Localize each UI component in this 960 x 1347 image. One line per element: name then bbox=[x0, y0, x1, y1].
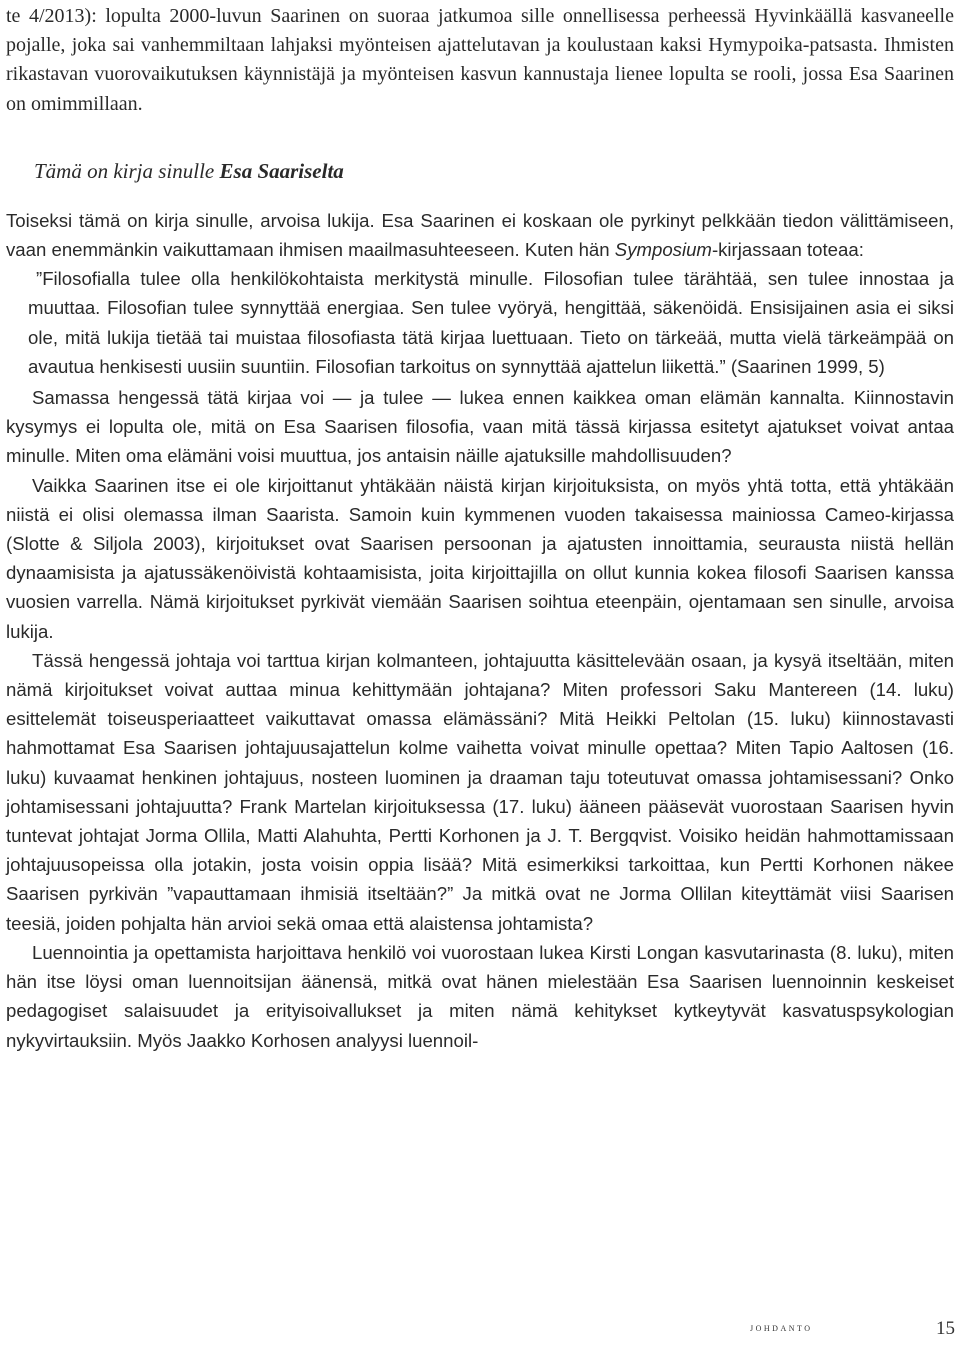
document-page bbox=[6, 2, 954, 1055]
body-paragraph-3: Vaikka Saarinen itse ei ole kirjoittanut yhtäkään näistä kirjan kirjoituksista, on myös yhtä totta, että yhtäkään niistä ei olisi olemassa ilman Saarista. Samoin kuin kymmenen vuoden takaisessa mainiossa Cameo-kirjassa (Slotte & Siljola 2003), kirjoitukset ovat Saarisen persoonan ja ajatusten innoittamia, seurausta niistä hellän dynaamisista ja ajatussäkenöivistä kohtaamisista, joita kirjoittajilla on ollut kunnia kokea filosofi Saarisen kanssa vuosien varrella. Nämä kirjoitukset pyrkivät viemään Saarisen soihtua eteenpäin, ojentamaan sen sinulle, arvoisa lukija. bbox=[6, 474, 954, 642]
body-paragraph-5: Luennointia ja opettamista harjoittava henkilö voi vuorostaan lukea Kirsti Longan kasvutarinasta (8. luku), miten hän itse löysi oman luennoitsijan äänensä, mitkä ovat hänen mielestään Esa Saarisen luennoinnin keskeiset pedagogiset salaisuudet ja erityisoivallukset ja miten nämä kehitykset kytkeytyvät kasvatuspsykologian nykyvirtauksiin. Myös Jaakko Korhosen analyysi luennoil- bbox=[6, 941, 954, 1051]
quote-text: ”Filosofialla tulee olla henkilökohtaista merkitystä minulle. Filosofian tulee tärähtää, sen tulee innostaa ja muuttaa. Filosofian tulee synnyttää energiaa. Sen tulee vyöryä, hengittää, säkenöidä. Ensisijainen asia ei siksi ole, mitä lukija tietää tai muistaa filosofiasta tätä kirjaa luettuaan. Tieto on tärkeää, mutta vielä tärkeämpää on avautua henkisesti uusiin suuntiin. Filosofian tarkoitus on synnyttää ajattelun liikettä.” (Saarinen 1999, 5) bbox=[28, 268, 954, 377]
body-paragraph-1 bbox=[6, 206, 954, 264]
p1-text-end: -kirjassaan toteaa: bbox=[711, 239, 864, 261]
page-footer bbox=[0, 1318, 960, 1346]
page-number: 15 bbox=[936, 1318, 955, 1339]
running-head: johdanto bbox=[750, 1322, 813, 1334]
body-paragraph-2: Samassa hengessä tätä kirjaa voi — ja tulee — lukea ennen kaikkea oman elämän kannalta. Kiinnostavin kysymys ei lopulta ole, mitä on Esa Saarisen filosofia, vaan mitä tässä kirjassa esitetyt ajatukset voivat antaa minulle. Miten oma elämäni voisi muuttua, jos antaisin näille ajatuksille mahdollisuuden? bbox=[6, 387, 954, 467]
block-quote bbox=[28, 264, 954, 381]
body-paragraph-4: Tässä hengessä johtaja voi tarttua kirjan kolmanteen, johtajuutta käsittelevään osaan, ja kysyä itseltään, miten nämä kirjoitukset voivat auttaa minua kehittymään johtajana? Miten professori Saku Mantereen (14. luku) esittelemät toiseusperiaatteet vaikuttavat omassa elämässäni? Mitä Heikki Peltolan (15. luku) kiinnostavasti hahmottamat Esa Saarisen johtajuusajattelun kolme vaihetta voivat minulle opettaa? Miten Tapio Aaltosen (16. luku) kuvaamat henkinen johtajuus, nosteen luominen ja draaman taju toteutuvat omassa johtamisessani? Onko johtamisessani johtajuutta? Frank Martelan kirjoituksessa (17. luku) ääneen pääsevät vuorostaan Saarisen hyvin tuntevat johtajat Jorma Ollila, Matti Alahuhta, Pertti Korhonen ja J. T. Bergqvist. Voisiko heidän hahmottamissaan johtajuusopeissa olla jotakin, josta voisin oppia lisää? Mitä esimerkiksi tarkoittaa, kun Pertti Korhonen näkee Saarisen pyrkivän ”vapauttamaan ihmisiä itseltään?” Ja mitkä ovat ne Jorma Ollilan kiteyttämät viisi Saarisen teesiä, joiden pohjalta hän arvioi sekä omaa että alaistensa johtamista? bbox=[6, 649, 954, 934]
section-heading bbox=[34, 156, 954, 186]
intro-paragraph: te 4/2013): lopulta 2000-luvun Saarinen on suoraa jatkumoa sille onnellisessa perheessä Hyvinkäällä kasvaneelle pojalle, joka sai vanhemmiltaan lahjaksi myönteisen ajattelutavan ja koulustaan kaksi Hymypoika-patsasta. Ihmisten rikastavan vuorovaikutuksen käynnistäjä ja myönteisen kasvun kannustaja lienee lopulta se rooli, jossa Esa Saarinen on omimmillaan. bbox=[6, 5, 954, 115]
p1-italic-title: Symposium bbox=[614, 239, 712, 261]
section-body bbox=[6, 206, 954, 1055]
heading-name: Esa Saariselta bbox=[219, 158, 344, 183]
section-continuation bbox=[6, 383, 954, 1055]
p1-text-start: Toiseksi tämä on kirja sinulle, arvoisa lukija. Esa Saarinen ei koskaan ole pyrkinyt pelkkään tiedon välittämiseen, vaan enemmänkin vaikuttamaan ihmisen maailmasuhteeseen. Kuten hän bbox=[6, 209, 954, 261]
heading-prefix: Tämä on kirja sinulle bbox=[34, 158, 220, 183]
